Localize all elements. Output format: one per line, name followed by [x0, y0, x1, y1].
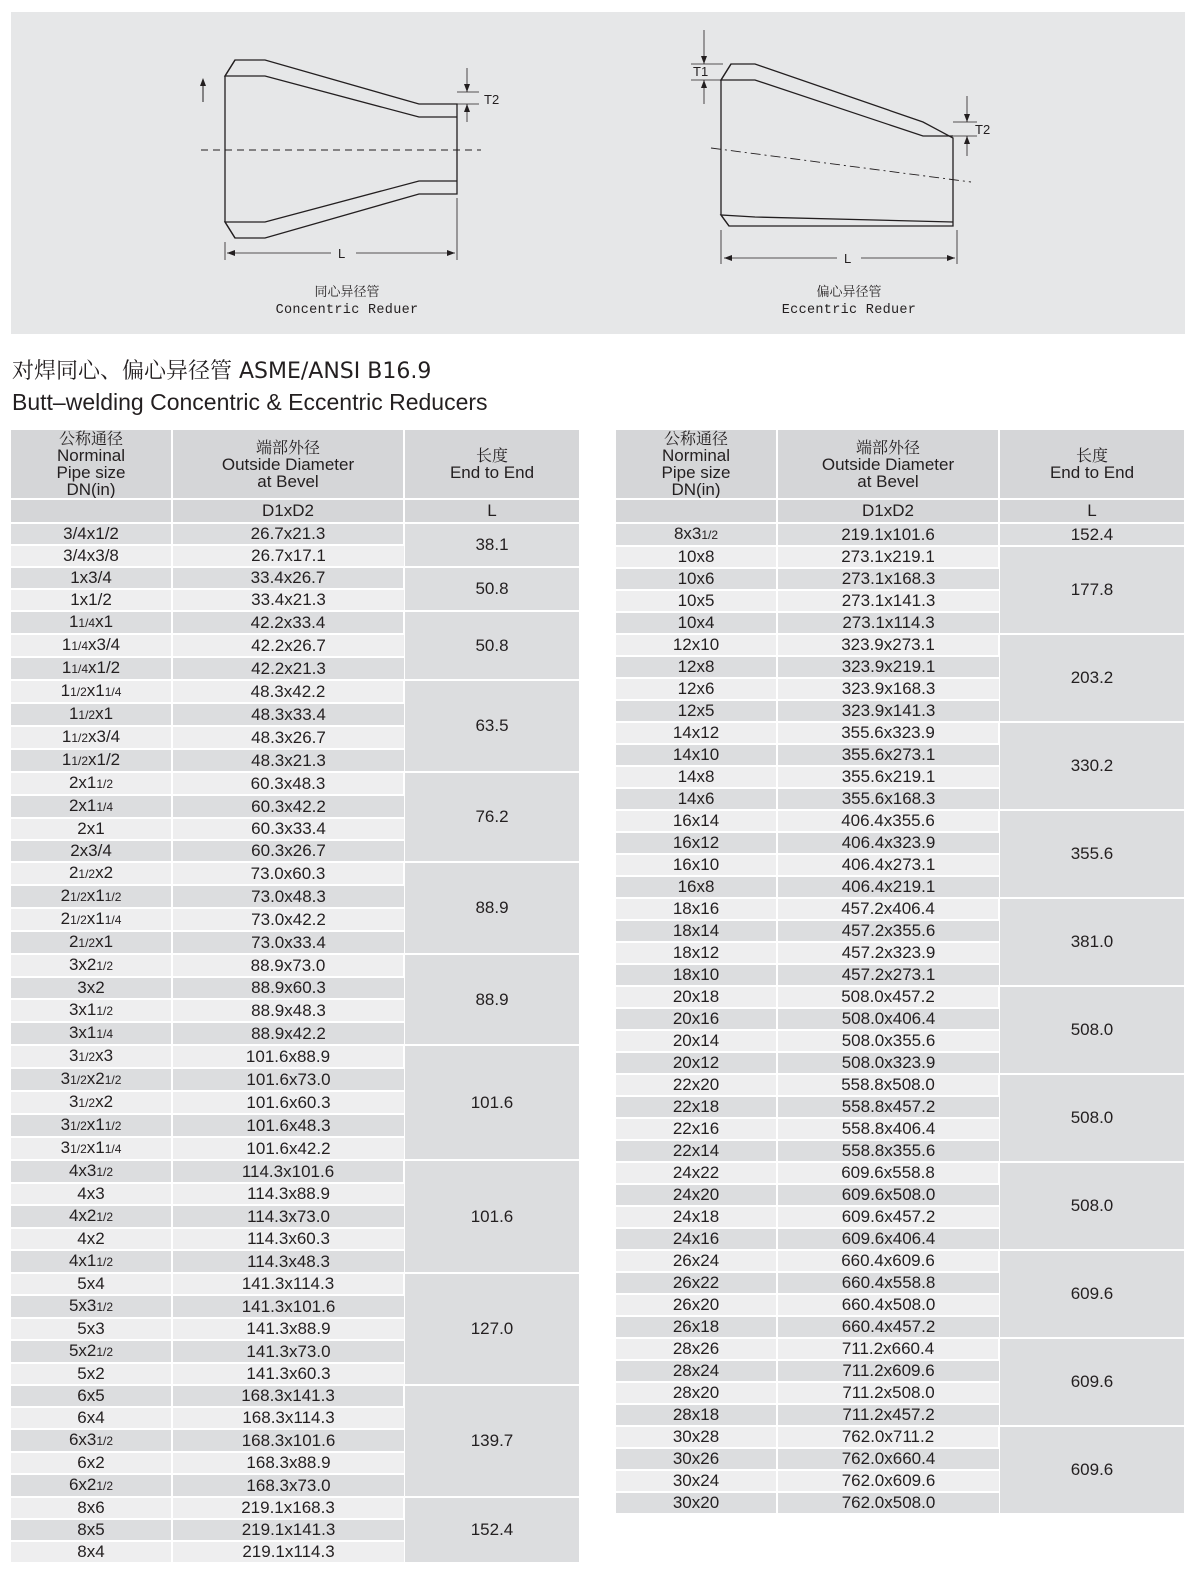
- diameter-cell: 355.6x323.9: [777, 722, 999, 744]
- size-cell: 30x24: [616, 1470, 777, 1492]
- size-cell: 3x2: [11, 977, 172, 999]
- size-cell: 26x22: [616, 1272, 777, 1294]
- diameter-cell: 168.3x114.3: [172, 1407, 404, 1429]
- od-header-en2: at Bevel: [257, 471, 319, 491]
- size-cell: 8x4: [11, 1541, 172, 1562]
- left-spec-table: [11, 430, 579, 1562]
- length-cell: 139.7: [404, 1385, 579, 1497]
- size-cell: 26x20: [616, 1294, 777, 1316]
- diagram-panel: [11, 12, 1185, 334]
- size-cell: 5x21/2: [11, 1340, 172, 1363]
- diameter-cell: 711.2x457.2: [777, 1404, 999, 1426]
- length-cell: 330.2: [999, 722, 1184, 810]
- table-row: [616, 1250, 1184, 1272]
- diameter-cell: 168.3x101.6: [172, 1429, 404, 1452]
- diameter-cell: 114.3x101.6: [172, 1160, 404, 1183]
- diameter-cell: 88.9x42.2: [172, 1022, 404, 1045]
- diameter-cell: 762.0x508.0: [777, 1492, 999, 1513]
- diameter-cell: 141.3x114.3: [172, 1273, 404, 1295]
- concentric-caption-en: Concentric Reduer: [275, 303, 419, 318]
- diameter-cell: 406.4x273.1: [777, 854, 999, 876]
- size-header-cn: 公称通径: [58, 430, 123, 448]
- length-cell: 127.0: [404, 1273, 579, 1385]
- size-cell: 5x3: [11, 1318, 172, 1340]
- od-header-en2: at Bevel: [857, 471, 919, 491]
- diameter-cell: 660.4x609.6: [777, 1250, 999, 1272]
- size-cell: 3/4x1/2: [11, 523, 172, 545]
- size-cell: 4x21/2: [11, 1205, 172, 1228]
- table-row: [616, 1338, 1184, 1360]
- diameter-cell: 33.4x21.3: [172, 589, 404, 611]
- diameter-cell: 355.6x273.1: [777, 744, 999, 766]
- eccentric-caption-cn: 偏心异径管: [816, 285, 882, 300]
- diameter-cell: 508.0x406.4: [777, 1008, 999, 1030]
- diameter-cell: 457.2x355.6: [777, 920, 999, 942]
- diameter-cell: 273.1x168.3: [777, 568, 999, 590]
- size-cell: 3x11/4: [11, 1022, 172, 1045]
- eccentric-t2-label: T2: [975, 122, 991, 137]
- diameter-cell: 457.2x273.1: [777, 964, 999, 986]
- size-cell: 10x8: [616, 546, 777, 568]
- size-header-en1: Norminal: [661, 446, 731, 465]
- diameter-cell: 42.2x21.3: [172, 657, 404, 680]
- size-cell: 6x4: [11, 1407, 172, 1429]
- diameter-cell: 114.3x88.9: [172, 1183, 404, 1205]
- size-cell: 22x20: [616, 1074, 777, 1096]
- size-cell: 2x11/4: [11, 795, 172, 818]
- size-cell: 30x20: [616, 1492, 777, 1513]
- size-cell: 16x8: [616, 876, 777, 898]
- diameter-cell: 323.9x141.3: [777, 700, 999, 722]
- diameter-cell: 558.8x457.2: [777, 1096, 999, 1118]
- diameter-cell: 660.4x508.0: [777, 1294, 999, 1316]
- left-table-body: [11, 523, 579, 1562]
- size-cell: 14x8: [616, 766, 777, 788]
- diameter-cell: 609.6x457.2: [777, 1206, 999, 1228]
- table-row: [11, 523, 579, 545]
- length-cell: 88.9: [404, 954, 579, 1045]
- size-cell: 22x16: [616, 1118, 777, 1140]
- size-cell: 2x1: [11, 818, 172, 840]
- diameter-cell: 355.6x219.1: [777, 766, 999, 788]
- size-cell: 14x6: [616, 788, 777, 810]
- diameter-cell: 26.7x21.3: [172, 523, 404, 545]
- diameter-cell: 457.2x406.4: [777, 898, 999, 920]
- size-cell: 11/4x1: [11, 611, 172, 634]
- diameter-cell: 73.0x60.3: [172, 862, 404, 885]
- diameter-cell: 219.1x114.3: [172, 1541, 404, 1562]
- length-cell: 38.1: [404, 523, 579, 567]
- size-cell: 18x16: [616, 898, 777, 920]
- size-cell: 11/2x1/2: [11, 749, 172, 772]
- size-cell: 22x14: [616, 1140, 777, 1162]
- diameter-cell: 141.3x88.9: [172, 1318, 404, 1340]
- length-cell: 50.8: [404, 567, 579, 611]
- diameter-cell: 60.3x33.4: [172, 818, 404, 840]
- diameter-cell: 323.9x219.1: [777, 656, 999, 678]
- size-header-cn: 公称通径: [663, 430, 728, 448]
- size-cell: 31/2x11/4: [11, 1137, 172, 1160]
- concentric-t2-label: T2: [484, 92, 500, 107]
- size-cell: 12x10: [616, 634, 777, 656]
- length-cell: 381.0: [999, 898, 1184, 986]
- od-subheader: D1xD2: [172, 499, 404, 523]
- diameter-cell: 60.3x48.3: [172, 772, 404, 795]
- size-header-en3: DN(in): [66, 480, 116, 499]
- diameter-cell: 33.4x26.7: [172, 567, 404, 589]
- length-cell: 101.6: [404, 1045, 579, 1160]
- size-cell: 24x18: [616, 1206, 777, 1228]
- diameter-cell: 609.6x558.8: [777, 1162, 999, 1184]
- table-row: [11, 1385, 579, 1407]
- diameter-cell: 88.9x60.3: [172, 977, 404, 999]
- diameter-cell: 355.6x168.3: [777, 788, 999, 810]
- length-subheader: L: [999, 499, 1184, 523]
- length-cell: 50.8: [404, 611, 579, 680]
- diameter-cell: 48.3x26.7: [172, 726, 404, 749]
- diameter-cell: 558.8x406.4: [777, 1118, 999, 1140]
- table-row: [11, 954, 579, 977]
- diameter-cell: 101.6x88.9: [172, 1045, 404, 1068]
- diameter-cell: 457.2x323.9: [777, 942, 999, 964]
- table-row: [11, 680, 579, 703]
- size-cell: 11/4x1/2: [11, 657, 172, 680]
- size-cell: 11/2x3/4: [11, 726, 172, 749]
- table-row: [11, 1045, 579, 1068]
- table-row: [616, 1074, 1184, 1096]
- size-cell: 31/2x21/2: [11, 1068, 172, 1091]
- diameter-cell: 114.3x48.3: [172, 1250, 404, 1273]
- od-header-cn: 端部外径: [855, 437, 920, 457]
- size-cell: 24x16: [616, 1228, 777, 1250]
- size-cell: 30x26: [616, 1448, 777, 1470]
- diameter-cell: 42.2x26.7: [172, 634, 404, 657]
- length-header: [404, 430, 579, 499]
- size-cell: 8x6: [11, 1497, 172, 1519]
- diameter-cell: 48.3x42.2: [172, 680, 404, 703]
- size-cell: 4x11/2: [11, 1250, 172, 1273]
- length-subheader: L: [404, 499, 579, 523]
- diameter-cell: 88.9x48.3: [172, 999, 404, 1022]
- title-line-cn: 对焊同心、偏心异径管 ASME/ANSI B16.9: [12, 359, 432, 384]
- eccentric-l-label: L: [844, 251, 852, 266]
- diameter-cell: 273.1x141.3: [777, 590, 999, 612]
- size-cell: 26x18: [616, 1316, 777, 1338]
- size-cell: 30x28: [616, 1426, 777, 1448]
- size-cell: 8x5: [11, 1519, 172, 1541]
- diameter-cell: 762.0x711.2: [777, 1426, 999, 1448]
- size-header-en2: Pipe size: [56, 463, 126, 482]
- diameter-cell: 42.2x33.4: [172, 611, 404, 634]
- concentric-l-label: L: [338, 246, 346, 261]
- diameter-cell: 219.1x141.3: [172, 1519, 404, 1541]
- length-cell: 88.9: [404, 862, 579, 954]
- diameter-cell: 660.4x457.2: [777, 1316, 999, 1338]
- diameter-cell: 168.3x88.9: [172, 1452, 404, 1474]
- size-cell: 6x5: [11, 1385, 172, 1407]
- length-header-cn: 长度: [475, 446, 508, 465]
- diameter-cell: 406.4x323.9: [777, 832, 999, 854]
- length-header-en: End to End: [1049, 463, 1135, 482]
- size-cell: 28x24: [616, 1360, 777, 1382]
- size-cell: 10x4: [616, 612, 777, 634]
- right-table-body: [616, 523, 1184, 1513]
- size-cell: 4x2: [11, 1228, 172, 1250]
- od-header-cn: 端部外径: [255, 437, 320, 457]
- diameter-cell: 48.3x33.4: [172, 703, 404, 726]
- size-cell: 4x31/2: [11, 1160, 172, 1183]
- eccentric-t1-label: T1: [693, 64, 709, 79]
- size-cell: 18x12: [616, 942, 777, 964]
- diameter-cell: 168.3x141.3: [172, 1385, 404, 1407]
- table-row: [11, 1497, 579, 1519]
- size-cell: 10x5: [616, 590, 777, 612]
- size-cell: 2x3/4: [11, 840, 172, 862]
- table-row: [616, 634, 1184, 656]
- length-cell: 63.5: [404, 680, 579, 772]
- table-row: [616, 898, 1184, 920]
- table-row: [616, 1426, 1184, 1448]
- length-cell: 609.6: [999, 1426, 1184, 1513]
- eccentric-reducer-drawing: [691, 30, 977, 264]
- length-cell: 203.2: [999, 634, 1184, 722]
- size-cell: 20x14: [616, 1030, 777, 1052]
- size-cell: 3x11/2: [11, 999, 172, 1022]
- size-cell: 31/2x3: [11, 1045, 172, 1068]
- table-row: [616, 722, 1184, 744]
- size-cell: 18x10: [616, 964, 777, 986]
- size-cell: 31/2x11/2: [11, 1114, 172, 1137]
- diameter-cell: 660.4x558.8: [777, 1272, 999, 1294]
- table-row: [11, 1273, 579, 1295]
- size-cell: 26x24: [616, 1250, 777, 1272]
- reducer-drawings: [11, 12, 1185, 334]
- diameter-cell: 219.1x168.3: [172, 1497, 404, 1519]
- size-cell: 6x2: [11, 1452, 172, 1474]
- diameter-cell: 323.9x273.1: [777, 634, 999, 656]
- size-cell: 11/2x1: [11, 703, 172, 726]
- length-header-cn: 长度: [1075, 446, 1108, 465]
- size-cell: 14x10: [616, 744, 777, 766]
- size-cell: 3x21/2: [11, 954, 172, 977]
- table-row: [11, 611, 579, 634]
- diameter-cell: 762.0x609.6: [777, 1470, 999, 1492]
- table-row: [11, 862, 579, 885]
- size-cell: 16x10: [616, 854, 777, 876]
- od-subheader: D1xD2: [777, 499, 999, 523]
- size-cell: 16x12: [616, 832, 777, 854]
- size-cell: 12x5: [616, 700, 777, 722]
- table-row: [11, 772, 579, 795]
- table-row: [616, 986, 1184, 1008]
- size-subheader: [616, 499, 777, 523]
- size-cell: 1x1/2: [11, 589, 172, 611]
- size-cell: 3/4x3/8: [11, 545, 172, 567]
- size-cell: 12x8: [616, 656, 777, 678]
- diameter-cell: 558.8x508.0: [777, 1074, 999, 1096]
- eccentric-caption-en: Eccentric Reduer: [781, 303, 917, 318]
- diameter-cell: 141.3x60.3: [172, 1363, 404, 1385]
- diameter-cell: 273.1x114.3: [777, 612, 999, 634]
- diameter-cell: 88.9x73.0: [172, 954, 404, 977]
- diameter-cell: 762.0x660.4: [777, 1448, 999, 1470]
- size-cell: 24x20: [616, 1184, 777, 1206]
- size-cell: 18x14: [616, 920, 777, 942]
- size-cell: 22x18: [616, 1096, 777, 1118]
- size-cell: 5x31/2: [11, 1295, 172, 1318]
- diameter-cell: 141.3x73.0: [172, 1340, 404, 1363]
- length-cell: 609.6: [999, 1338, 1184, 1426]
- diameter-cell: 508.0x457.2: [777, 986, 999, 1008]
- size-cell: 11/2x11/4: [11, 680, 172, 703]
- diameter-cell: 219.1x101.6: [777, 523, 999, 546]
- size-cell: 1x3/4: [11, 567, 172, 589]
- length-cell: 152.4: [999, 523, 1184, 546]
- diameter-cell: 323.9x168.3: [777, 678, 999, 700]
- length-cell: 152.4: [404, 1497, 579, 1562]
- length-header-en: End to End: [449, 463, 535, 482]
- size-cell: 8x31/2: [616, 523, 777, 546]
- size-cell: 6x21/2: [11, 1474, 172, 1497]
- diameter-cell: 711.2x508.0: [777, 1382, 999, 1404]
- size-cell: 28x20: [616, 1382, 777, 1404]
- diameter-cell: 711.2x660.4: [777, 1338, 999, 1360]
- size-cell: 21/2x1: [11, 931, 172, 954]
- diameter-cell: 168.3x73.0: [172, 1474, 404, 1497]
- od-header-en1: Outside Diameter: [221, 454, 355, 474]
- diameter-cell: 406.4x355.6: [777, 810, 999, 832]
- length-cell: 609.6: [999, 1250, 1184, 1338]
- od-header: [172, 430, 404, 499]
- table-row: [616, 523, 1184, 546]
- diameter-cell: 508.0x355.6: [777, 1030, 999, 1052]
- diameter-cell: 609.6x406.4: [777, 1228, 999, 1250]
- size-cell: 5x4: [11, 1273, 172, 1295]
- concentric-caption: [247, 284, 447, 320]
- size-cell: 21/2x11/4: [11, 908, 172, 931]
- size-cell: 6x31/2: [11, 1429, 172, 1452]
- diameter-cell: 73.0x48.3: [172, 885, 404, 908]
- length-cell: 76.2: [404, 772, 579, 862]
- size-cell: 20x18: [616, 986, 777, 1008]
- diameter-cell: 711.2x609.6: [777, 1360, 999, 1382]
- diameter-cell: 508.0x323.9: [777, 1052, 999, 1074]
- size-cell: 24x22: [616, 1162, 777, 1184]
- size-subheader: [11, 499, 172, 523]
- concentric-reducer-drawing: [201, 60, 481, 260]
- size-header: [11, 430, 172, 499]
- size-cell: 21/2x2: [11, 862, 172, 885]
- diameter-cell: 558.8x355.6: [777, 1140, 999, 1162]
- size-cell: 5x2: [11, 1363, 172, 1385]
- length-cell: 355.6: [999, 810, 1184, 898]
- length-cell: 177.8: [999, 546, 1184, 634]
- size-header-en2: Pipe size: [661, 463, 731, 482]
- diameter-cell: 273.1x219.1: [777, 546, 999, 568]
- od-header: [777, 430, 999, 499]
- size-header-en1: Norminal: [56, 446, 126, 465]
- diameter-cell: 73.0x33.4: [172, 931, 404, 954]
- table-row: [616, 810, 1184, 832]
- size-cell: 10x6: [616, 568, 777, 590]
- diameter-cell: 406.4x219.1: [777, 876, 999, 898]
- size-cell: 31/2x2: [11, 1091, 172, 1114]
- size-cell: 11/4x3/4: [11, 634, 172, 657]
- size-cell: 2x11/2: [11, 772, 172, 795]
- diameter-cell: 73.0x42.2: [172, 908, 404, 931]
- size-cell: 4x3: [11, 1183, 172, 1205]
- size-cell: 16x14: [616, 810, 777, 832]
- table-row: [11, 1160, 579, 1183]
- concentric-caption-cn: 同心异径管: [314, 285, 380, 300]
- table-row: [11, 567, 579, 589]
- length-cell: 101.6: [404, 1160, 579, 1273]
- size-cell: 12x6: [616, 678, 777, 700]
- length-header: [999, 430, 1184, 499]
- diameter-cell: 48.3x21.3: [172, 749, 404, 772]
- eccentric-caption: [749, 284, 949, 320]
- size-header: [616, 430, 777, 499]
- size-cell: 28x26: [616, 1338, 777, 1360]
- table-row: [616, 1162, 1184, 1184]
- page-title: [12, 357, 488, 417]
- size-cell: 14x12: [616, 722, 777, 744]
- right-spec-table: [616, 430, 1184, 1513]
- diameter-cell: 60.3x26.7: [172, 840, 404, 862]
- diameter-cell: 101.6x73.0: [172, 1068, 404, 1091]
- diameter-cell: 609.6x508.0: [777, 1184, 999, 1206]
- title-line-en: Butt–welding Concentric & Eccentric Reducers: [12, 389, 488, 415]
- diameter-cell: 114.3x60.3: [172, 1228, 404, 1250]
- diameter-cell: 26.7x17.1: [172, 545, 404, 567]
- size-cell: 28x18: [616, 1404, 777, 1426]
- size-cell: 20x16: [616, 1008, 777, 1030]
- od-header-en1: Outside Diameter: [821, 454, 955, 474]
- size-cell: 21/2x11/2: [11, 885, 172, 908]
- diameter-cell: 60.3x42.2: [172, 795, 404, 818]
- size-cell: 20x12: [616, 1052, 777, 1074]
- diameter-cell: 101.6x48.3: [172, 1114, 404, 1137]
- diameter-cell: 114.3x73.0: [172, 1205, 404, 1228]
- diameter-cell: 141.3x101.6: [172, 1295, 404, 1318]
- length-cell: 508.0: [999, 986, 1184, 1074]
- diameter-cell: 101.6x42.2: [172, 1137, 404, 1160]
- size-header-en3: DN(in): [671, 480, 721, 499]
- length-cell: 508.0: [999, 1074, 1184, 1162]
- diameter-cell: 101.6x60.3: [172, 1091, 404, 1114]
- table-row: [616, 546, 1184, 568]
- length-cell: 508.0: [999, 1162, 1184, 1250]
